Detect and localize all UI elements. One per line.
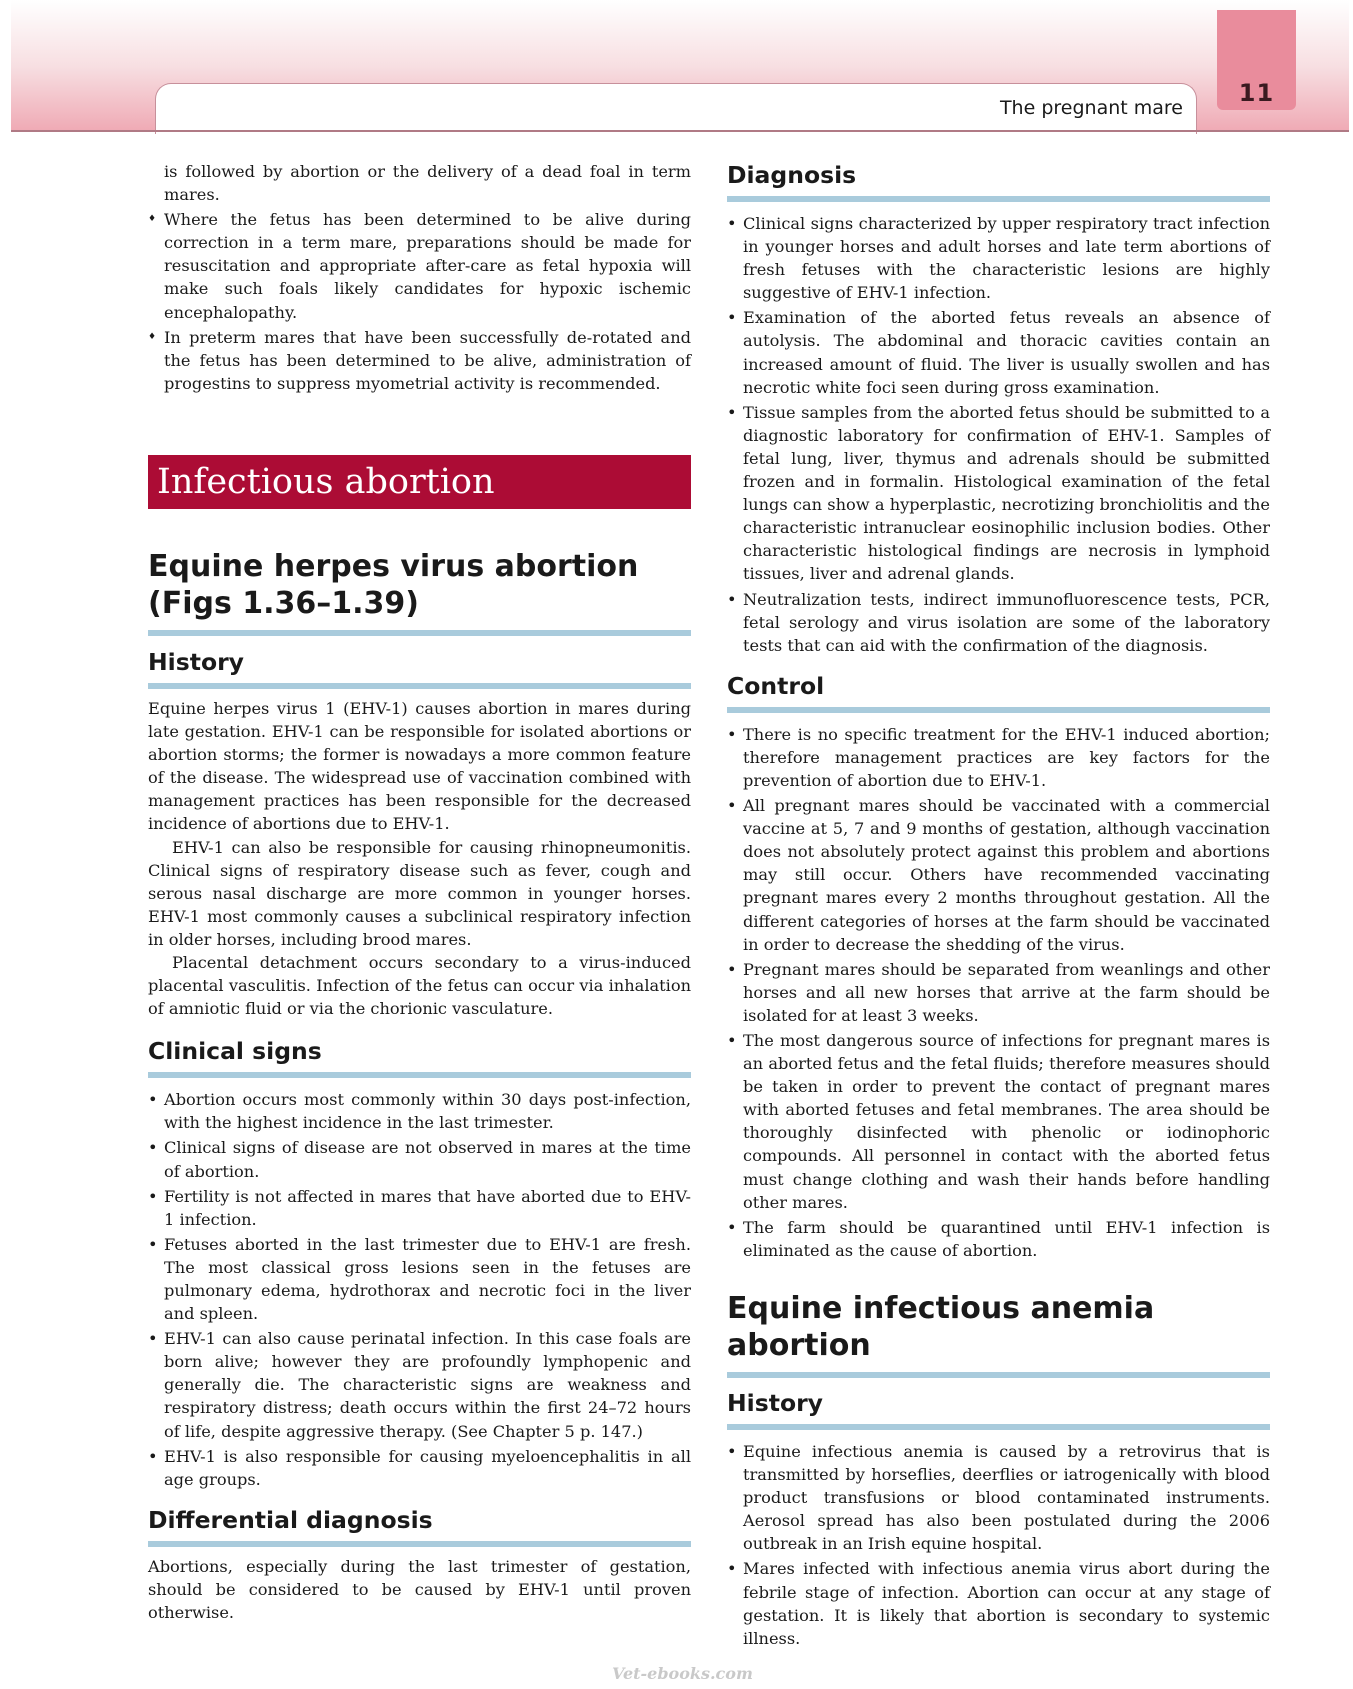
section-band: Infectious abortion bbox=[148, 455, 691, 509]
watermark-logo: Vet-ebooks.com bbox=[612, 1664, 753, 1683]
left-column bbox=[148, 160, 691, 1624]
list-item: ♦ In preterm mares that have been successfully de-rotated and the fetus has been determined to be alive, administration of progestins to suppress myometrial activity is recommended. bbox=[148, 326, 691, 395]
running-head: The pregnant mare bbox=[999, 97, 1183, 119]
list-item: • The most dangerous source of infections for pregnant mares is an aborted fetus and the fetal fluids; therefore measures should be taken in order to prevent the contact of pregnant mares with aborted fetuses and fetal membranes. The area should be thoroughly disinfected with phenolic or iodinophoric compounds. All personnel in contact with the aborted fetus must change clothing and wash their hands before handling other mares. bbox=[727, 1029, 1270, 1214]
ehv-abortion-title: Equine herpes virus abortion (Figs 1.36–1.39) bbox=[148, 548, 691, 636]
list-item: • Tissue samples from the aborted fetus should be submitted to a diagnostic laboratory for confirmation of EHV-1. Samples of fetal lung, liver, thymus and adrenals should be submitted frozen and in formalin. Histological examination of the fetal lungs can show a hyperplastic, necrotizing bronchiolitis and the characteristic intranuclear eosinophilic inclusion bodies. Other characteristic histological findings are necrosis in lymphoid tissues, liver and adrenal glands. bbox=[727, 401, 1270, 586]
header-rule bbox=[11, 130, 1349, 132]
history-text bbox=[148, 697, 691, 1020]
list-item: • Clinical signs characterized by upper respiratory tract infection in younger horses and adult horses and late term abortions of fresh fetuses with the characteristic lesions are highly suggestive of EHV-1 infection. bbox=[727, 212, 1270, 304]
list-item: • Pregnant mares should be separated from weanlings and other horses and all new horses that arrive at the farm should be isolated for at least 3 weeks. bbox=[727, 958, 1270, 1027]
list-item: • Fertility is not affected in mares that have aborted due to EHV-1 infection. bbox=[148, 1185, 691, 1231]
diagnosis-heading: Diagnosis bbox=[727, 160, 1270, 202]
eia-history-heading: History bbox=[727, 1388, 1270, 1430]
list-item: • Clinical signs of disease are not observed in mares at the time of abortion. bbox=[148, 1136, 691, 1182]
list-item: • The farm should be quarantined until EHV-1 infection is eliminated as the cause of abortion. bbox=[727, 1216, 1270, 1262]
right-column bbox=[727, 160, 1270, 1652]
list-item: • Neutralization tests, indirect immunofluorescence tests, PCR, fetal serology and virus isolation are some of the laboratory tests that can aid with the confirmation of the diagnosis. bbox=[727, 588, 1270, 657]
diagnosis-list bbox=[727, 212, 1270, 657]
list-item: • EHV-1 is also responsible for causing myeloencephalitis in all age groups. bbox=[148, 1445, 691, 1491]
list-item: • Equine infectious anemia is caused by a retrovirus that is transmitted by horseflies, deerflies or iatrogenically with blood product transfusions or blood contaminated instruments. Aerosol spread has also been postulated during the 2006 outbreak in an Irish equine hospital. bbox=[727, 1440, 1270, 1555]
history-paragraph: Placental detachment occurs secondary to a virus-induced placental vasculitis. Infection of the fetus can occur via inhalation of amniotic fluid or via the chorionic vasculature. bbox=[148, 952, 691, 1019]
clinical-signs-list bbox=[148, 1088, 691, 1491]
clinical-signs-heading: Clinical signs bbox=[148, 1036, 691, 1078]
continued-bullets bbox=[148, 208, 691, 395]
list-item: • Fetuses aborted in the last trimester due to EHV-1 are fresh. The most classical gross lesions seen in the fetuses are pulmonary edema, hydrothorax and necrotic foci in the liver and spleen. bbox=[148, 1233, 691, 1325]
list-item: • Abortion occurs most commonly within 30 days post-infection, with the highest incidence in the last trimester. bbox=[148, 1088, 691, 1134]
eia-abortion-title: Equine infectious anemia abortion bbox=[727, 1290, 1270, 1378]
list-item: • EHV-1 can also cause perinatal infection. In this case foals are born alive; however they are profoundly lymphopenic and generally die. The characteristic signs are weakness and respiratory distress; death occurs within the first 24–72 hours of life, despite aggressive therapy. (See Chapter 5 p. 147.) bbox=[148, 1327, 691, 1442]
list-item: • Examination of the aborted fetus reveals an absence of autolysis. The abdominal and thoracic cavities contain an increased amount of fluid. The liver is usually swollen and has necrotic white foci seen during gross examination. bbox=[727, 306, 1270, 398]
list-item: • All pregnant mares should be vaccinated with a commercial vaccine at 5, 7 and 9 months of gestation, although vaccination does not absolutely protect against this problem and abortions may still occur. Others have recommended vaccinating pregnant mares every 2 months throughout gestation. All the different categories of horses at the farm should be vaccinated in order to decrease the shedding of the virus. bbox=[727, 794, 1270, 956]
list-item: ♦ Where the fetus has been determined to be alive during correction in a term mare, preparations should be made for resuscitation and appropriate after-care as fetal hypoxia will make such foals likely candidates for hypoxic ischemic encephalopathy. bbox=[148, 208, 691, 323]
history-paragraph: Equine herpes virus 1 (EHV-1) causes abortion in mares during late gestation. EHV-1 can be responsible for isolated abortions or abortion storms; the former is nowadays a more common feature of the disease. The widespread use of vaccination combined with management practices has been responsible for the decreased incidence of abortions due to EHV-1. bbox=[148, 698, 691, 834]
eia-history-list bbox=[727, 1440, 1270, 1650]
page-number: 11 bbox=[1238, 79, 1275, 107]
continued-paragraph: is followed by abortion or the delivery of a dead foal in term mares. bbox=[164, 162, 691, 205]
list-item: • There is no specific treatment for the EHV-1 induced abortion; therefore management practices are key factors for the prevention of abortion due to EHV-1. bbox=[727, 723, 1270, 792]
differential-diagnosis-heading: Differential diagnosis bbox=[148, 1505, 691, 1547]
differential-paragraph: Abortions, especially during the last trimester of gestation, should be considered to be caused by EHV-1 until proven otherwise. bbox=[148, 1556, 691, 1623]
history-paragraph: EHV-1 can also be responsible for causing rhinopneumonitis. Clinical signs of respiratory disease such as fever, cough and serous nasal discharge are more common in younger horses. EHV-1 most commonly causes a subclinical respiratory infection in older horses, including brood mares. bbox=[148, 837, 691, 949]
list-item: • Mares infected with infectious anemia virus abort during the febrile stage of infection. Abortion can occur at any stage of gestation. It is likely that abortion is secondary to systemic illness. bbox=[727, 1557, 1270, 1649]
history-heading: History bbox=[148, 647, 691, 689]
control-list bbox=[727, 723, 1270, 1262]
control-heading: Control bbox=[727, 671, 1270, 713]
